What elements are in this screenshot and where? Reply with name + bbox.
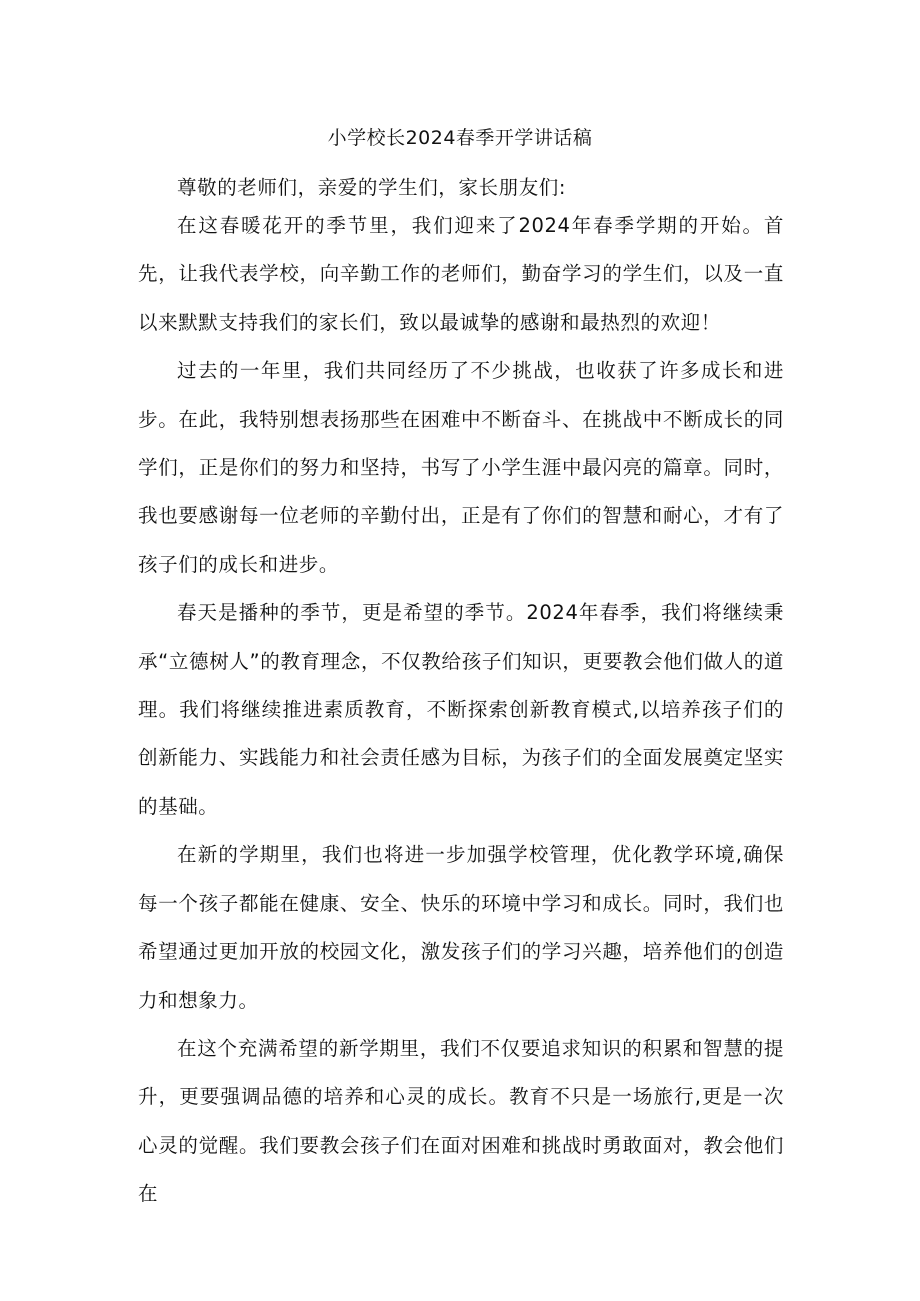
paragraph-school-management: 在新的学期里，我们也将进一步加强学校管理，优化教学环境,确保每一个孩子都能在健康、安全、快乐的环境中学习和成长。同时，我们也希望通过更加开放的校园文化，激发孩子们的学习兴趣，培养他们的创造力和想象力。: [138, 843, 784, 1012]
document-title: 小学校长2024春季开学讲话稿: [327, 127, 593, 149]
paragraph-welcome: 在这春暖花开的季节里，我们迎来了2024年春季学期的开始。首先，让我代表学校，向辛勤工作的老师们，勤奋学习的学生们，以及一直以来默默支持我们的家长们，致以最诚挚的感谢和最热烈的欢迎！: [138, 214, 784, 334]
document-body: [138, 170, 784, 1219]
paragraph-past-year: 过去的一年里，我们共同经历了不少挑战，也收获了许多成长和进步。在此，我特别想表扬那些在困难中不断奋斗、在挑战中不断成长的同学们，正是你们的努力和坚持，书写了小学生涯中最闪亮的篇章。同时，我也要感谢每一位老师的辛勤付出，正是有了你们的智慧和耐心，才有了孩子们的成长和进步。: [138, 359, 784, 576]
paragraph-character-growth: 在这个充满希望的新学期里，我们不仅要追求知识的积累和智慧的提升，更要强调品德的培养和心灵的成长。教育不只是一场旅行,更是一次心灵的觉醒。我们要教会孩子们在面对困难和挑战时勇敢面对，教会他们在: [138, 1036, 784, 1206]
salutation: 尊敬的老师们，亲爱的学生们，家长朋友们:: [177, 176, 567, 199]
paragraph-spring-goals: 春天是播种的季节，更是希望的季节。2024年春季，我们将继续秉承“立德树人”的教育理念，不仅教给孩子们知识，更要教会他们做人的道理。我们将继续推进素质教育，不断探索创新教育模式,以培养孩子们的创新能力、实践能力和社会责任感为目标，为孩子们的全面发展奠定坚实的基础。: [138, 601, 784, 818]
